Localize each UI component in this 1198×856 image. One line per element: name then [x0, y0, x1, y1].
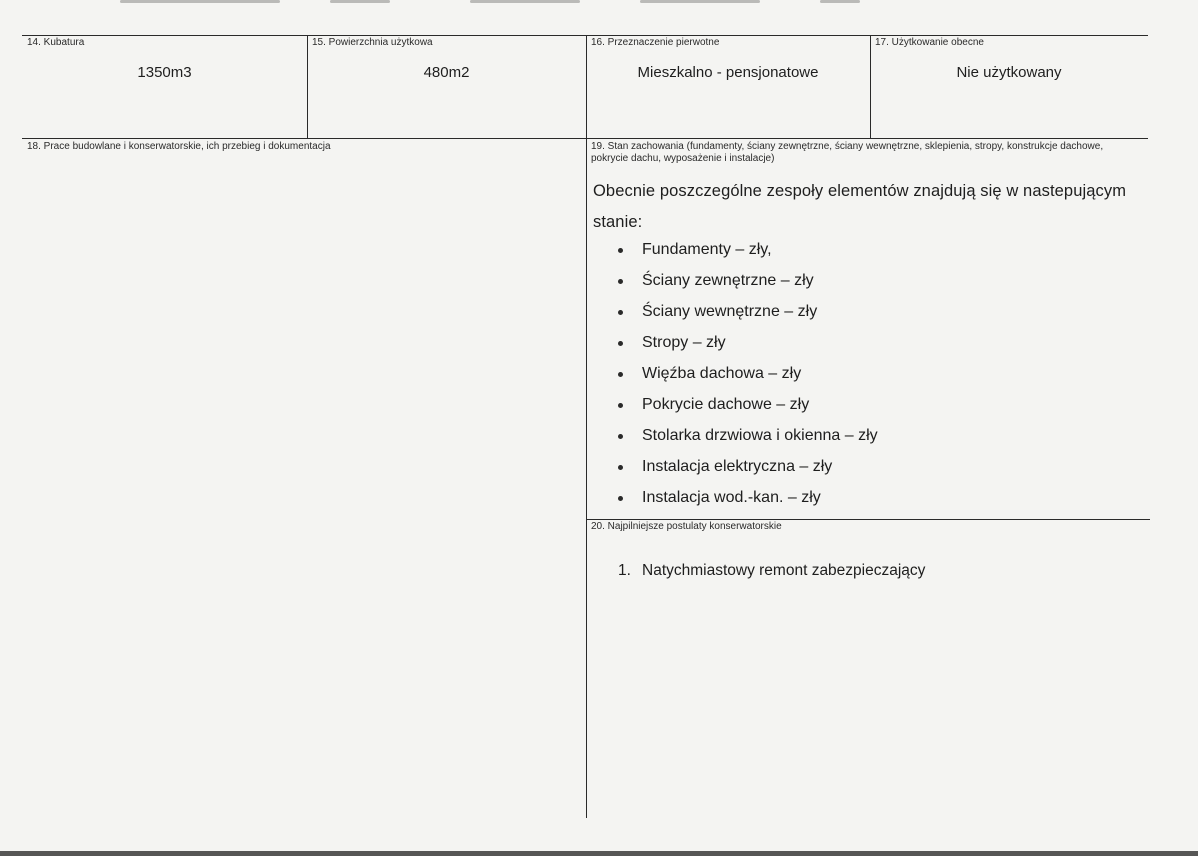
- field17-label: 17. Użytkowanie obecne: [875, 37, 984, 48]
- scan-edge-bottom: [0, 851, 1198, 856]
- bullet-icon: [618, 403, 623, 408]
- bullet-icon: [618, 465, 623, 470]
- field14-value: 1350m3: [137, 64, 192, 81]
- condition-item-text: Fundamenty – zły,: [642, 241, 772, 258]
- condition-item: [612, 451, 878, 482]
- condition-item-text: Instalacja wod.-kan. – zły: [642, 489, 821, 506]
- field17-value: Nie użytkowany: [956, 64, 1062, 81]
- row1-divider-3: [870, 35, 871, 138]
- scan-edge-top: [0, 0, 1198, 6]
- field15-value: 480m2: [423, 64, 470, 81]
- condition-item-text: Pokrycie dachowe – zły: [642, 396, 810, 413]
- bullet-icon: [618, 434, 623, 439]
- condition-item-text: Stropy – zły: [642, 334, 726, 351]
- postulate-text: Natychmiastowy remont zabezpieczający: [642, 562, 926, 579]
- condition-item: [612, 265, 878, 296]
- condition-item: [612, 234, 878, 265]
- bullet-icon: [618, 496, 623, 501]
- field16-label: 16. Przeznaczenie pierwotne: [591, 37, 720, 48]
- postulate-number: 1.: [618, 562, 631, 579]
- row1-bottom-border: [22, 138, 1148, 139]
- bullet-icon: [618, 372, 623, 377]
- field19-label: 19. Stan zachowania (fundamenty, ściany zewnętrzne, ściany wewnętrzne, sklepienia, stropy, konstrukcje dachowe, pokrycie dachu, wyposażenie i instalacje): [591, 141, 1104, 164]
- field20-top-border: [586, 519, 1150, 520]
- field18-label: 18. Prace budowlane i konserwatorskie, ich przebieg i dokumentacja: [27, 141, 331, 152]
- condition-list: [612, 234, 878, 513]
- condition-item: [612, 327, 878, 358]
- row1-divider-1: [307, 35, 308, 138]
- row1-top-border: [22, 35, 1148, 36]
- condition-item: [612, 482, 878, 513]
- condition-item-text: Ściany zewnętrzne – zły: [642, 272, 814, 289]
- condition-item: [612, 358, 878, 389]
- condition-item: [612, 389, 878, 420]
- condition-item-text: Ściany wewnętrzne – zły: [642, 303, 818, 320]
- condition-item-text: Stolarka drzwiowa i okienna – zły: [642, 427, 878, 444]
- condition-item-text: Instalacja elektryczna – zły: [642, 458, 833, 475]
- condition-item: [612, 420, 878, 451]
- state-intro-text: Obecnie poszczególne zespoły elementów znajdują się w nastepującym stanie:: [593, 182, 1127, 231]
- condition-item-text: Więźba dachowa – zły: [642, 365, 802, 382]
- field14-label: 14. Kubatura: [27, 37, 85, 48]
- postulate-item: [618, 560, 925, 582]
- row1-divider-2: [586, 35, 587, 138]
- field15-label: 15. Powierzchnia użytkowa: [312, 37, 433, 48]
- field20-label: 20. Najpilniejsze postulaty konserwatorskie: [591, 521, 782, 532]
- field16-value: Mieszkalno - pensjonatowe: [637, 64, 819, 81]
- bullet-icon: [618, 310, 623, 315]
- condition-item: [612, 296, 878, 327]
- bullet-icon: [618, 279, 623, 284]
- bullet-icon: [618, 248, 623, 253]
- column-divider-main: [586, 138, 587, 818]
- bullet-icon: [618, 341, 623, 346]
